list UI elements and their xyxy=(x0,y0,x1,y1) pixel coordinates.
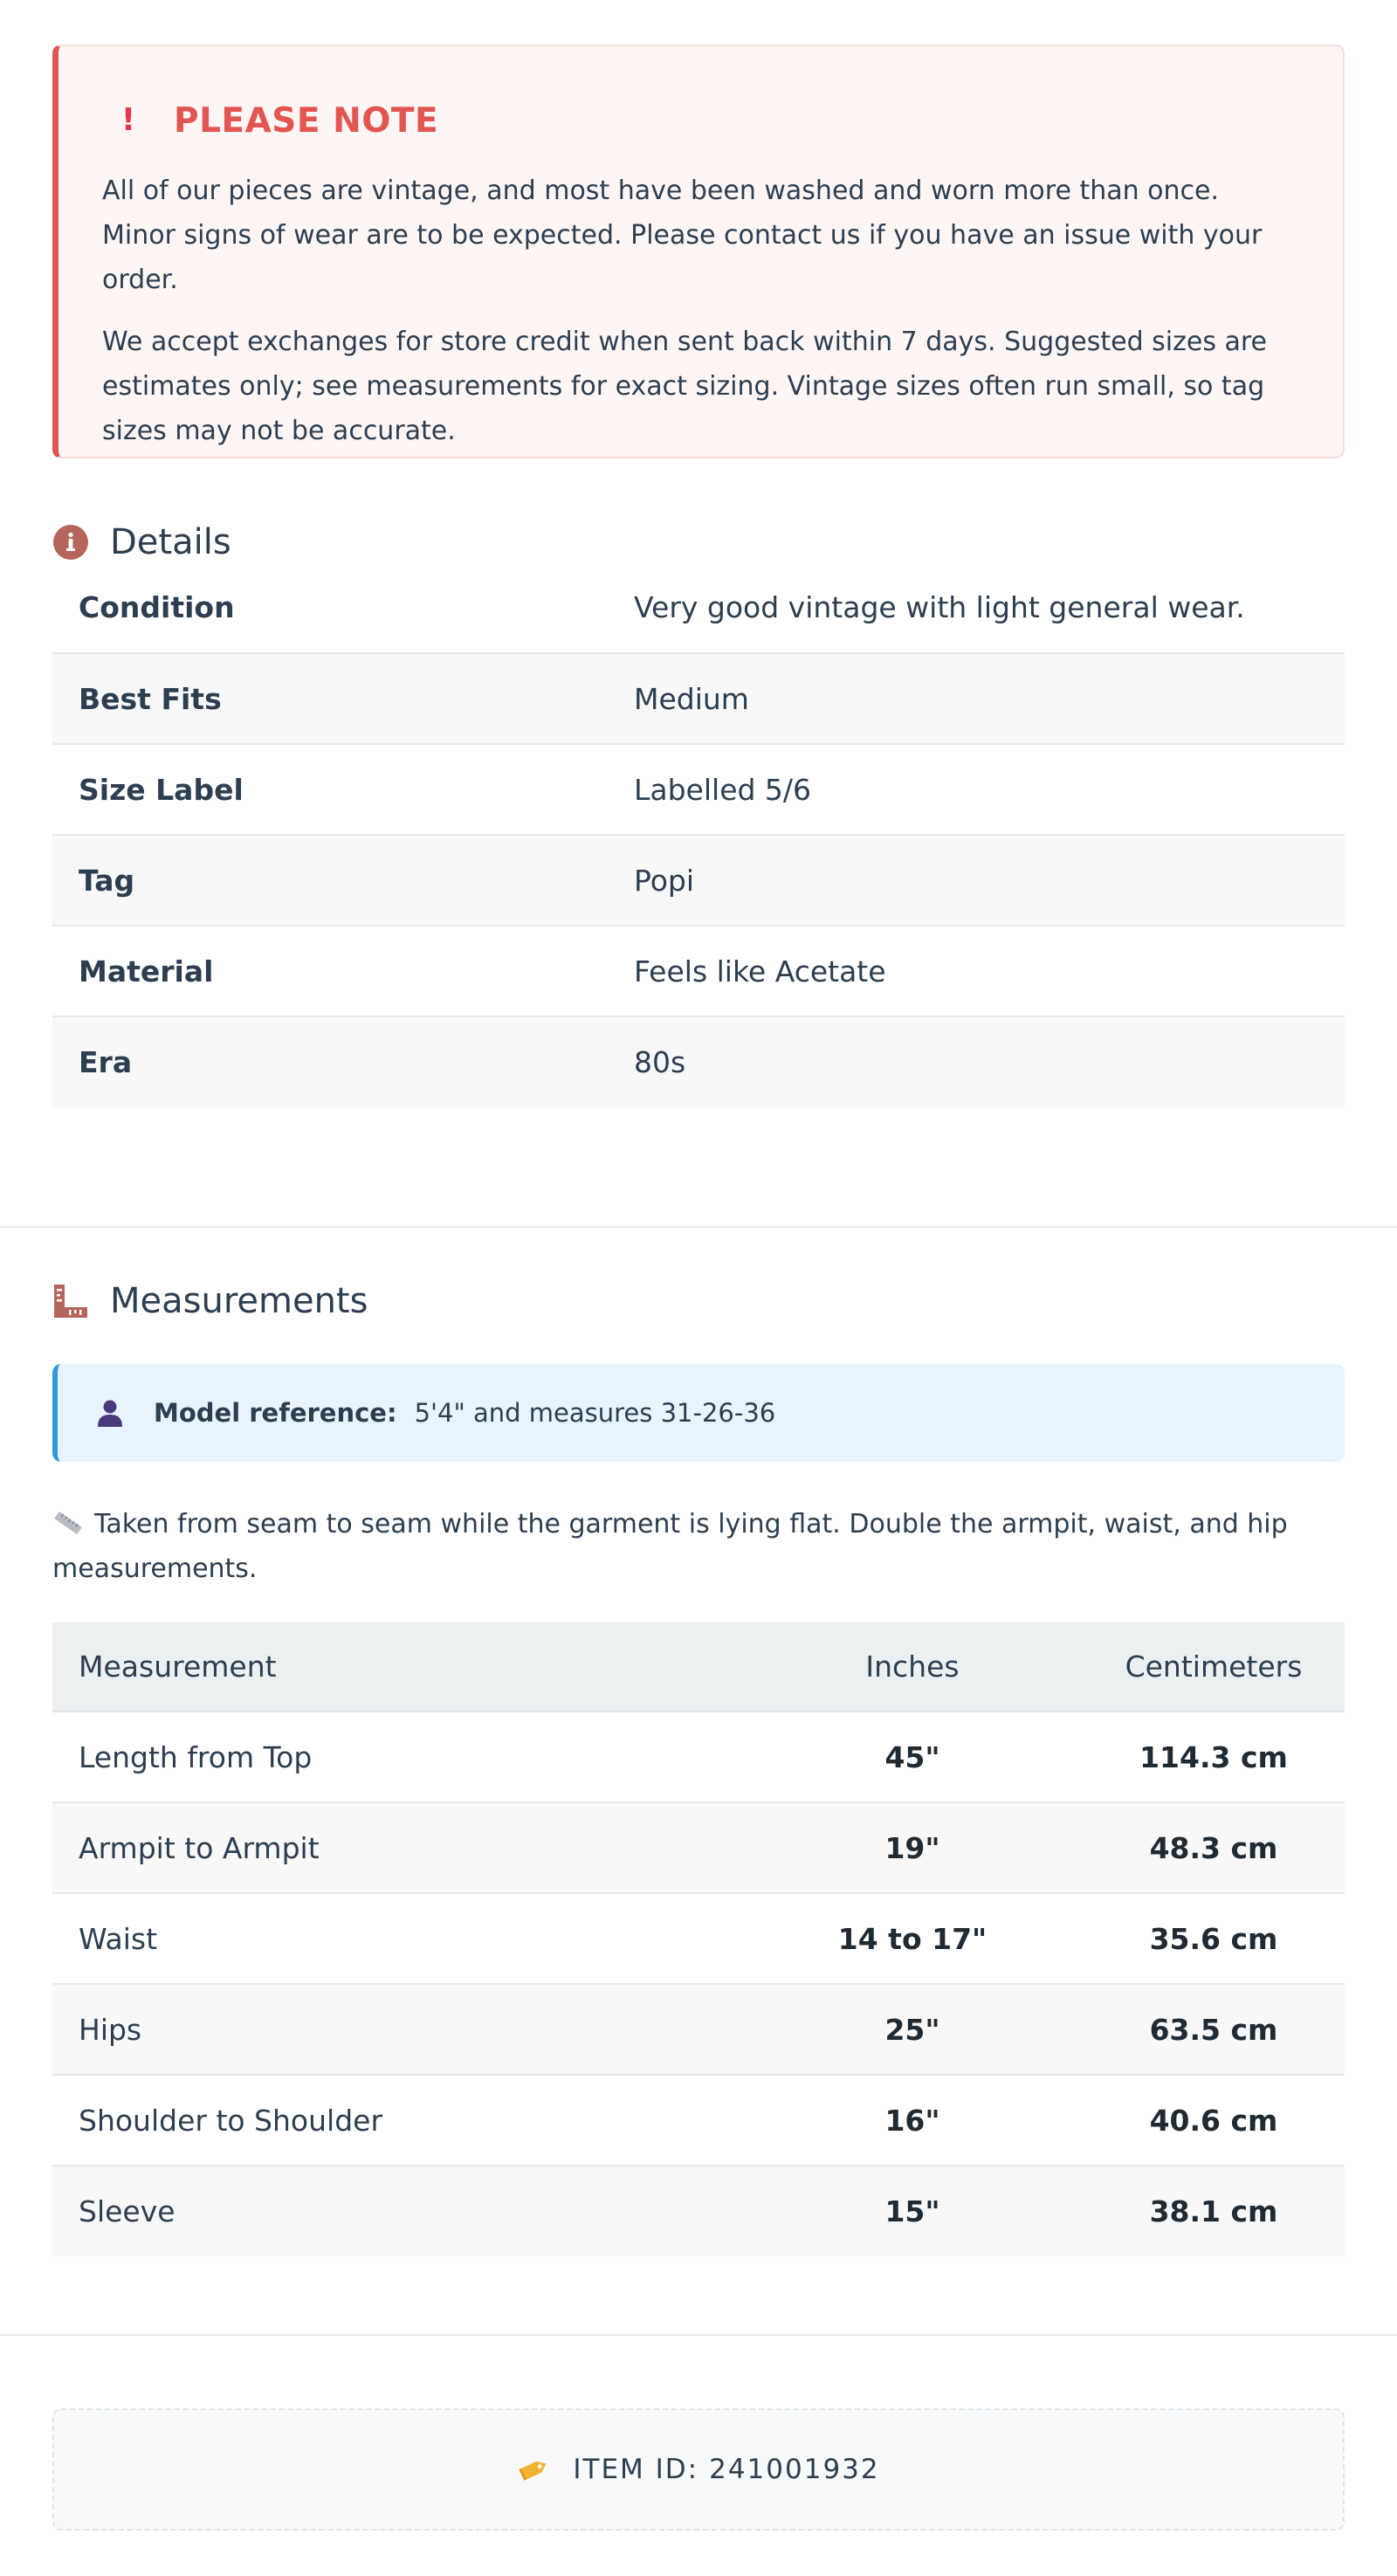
detail-value: 80s xyxy=(634,1045,686,1079)
model-reference-label: Model reference: xyxy=(154,1398,397,1428)
measurement-cm: 114.3 cm xyxy=(1139,1739,1288,1774)
divider xyxy=(0,2334,1397,2336)
item-id-label xyxy=(573,2454,879,2485)
divider xyxy=(0,1226,1397,1228)
table-row xyxy=(52,2166,1345,2256)
measurement-name: Armpit to Armpit xyxy=(79,1830,320,1865)
column-header-centimeters: Centimeters xyxy=(1125,1650,1303,1684)
measurement-inches: 45" xyxy=(884,1739,940,1774)
measurements-table xyxy=(52,1622,1345,2256)
column-header-measurement: Measurement xyxy=(79,1650,277,1684)
measurement-inches: 25" xyxy=(884,2012,940,2047)
notice-paragraph-1: All of our pieces are vintage, and most have been washed and worn more than once. Minor signs of wear are to be expected. Please contact us if you have an issue with your order. xyxy=(102,176,1263,295)
measurement-name: Waist xyxy=(79,1921,158,1956)
measurement-cm: 48.3 cm xyxy=(1149,1830,1278,1865)
table-row xyxy=(52,653,1345,744)
exclamation-icon: ! xyxy=(120,102,136,138)
notice-title: PLEASE NOTE xyxy=(174,100,439,141)
table-row xyxy=(52,1802,1345,1893)
table-row xyxy=(52,1984,1345,2075)
detail-value: Labelled 5/6 xyxy=(634,772,812,807)
measurement-inches: 16" xyxy=(884,2103,940,2138)
detail-label: Material xyxy=(79,954,214,988)
measurement-cm: 35.6 cm xyxy=(1149,1921,1278,1956)
detail-value: Popi xyxy=(634,863,695,898)
notice-header xyxy=(102,99,1299,142)
measurement-name: Hips xyxy=(79,2012,142,2047)
measurements-heading xyxy=(52,1281,368,1321)
table-header-row xyxy=(52,1622,1345,1712)
details-table xyxy=(52,562,1345,1107)
notice-paragraph-2: We accept exchanges for store credit when sent back within 7 days. Suggested sizes are estimates only; see measurements for exact sizing. Vintage sizes often run small, so tag sizes may not be accurate. xyxy=(102,327,1268,446)
detail-label: Tag xyxy=(79,863,135,898)
detail-label: Best Fits xyxy=(79,681,222,716)
measurement-note xyxy=(52,1502,1345,1591)
model-reference-value: 5'4" and measures 31-26-36 xyxy=(414,1398,776,1428)
notice-box xyxy=(52,45,1345,458)
tag-icon xyxy=(517,2452,552,2487)
table-row xyxy=(52,1712,1345,1802)
measurement-name: Shoulder to Shoulder xyxy=(79,2103,383,2138)
table-row xyxy=(52,1893,1345,1984)
measurement-name: Length from Top xyxy=(79,1739,313,1774)
ruler-icon xyxy=(52,1283,89,1319)
measurement-cm: 63.5 cm xyxy=(1149,2012,1278,2047)
table-row xyxy=(52,835,1345,926)
table-row xyxy=(52,1016,1345,1107)
measurement-note-text: Taken from seam to seam while the garment is lying flat. Double the armpit, waist, and hip measurements. xyxy=(52,1509,1288,1584)
straight-ruler-icon xyxy=(52,1505,84,1532)
column-header-inches: Inches xyxy=(865,1650,960,1684)
measurement-inches: 15" xyxy=(884,2194,940,2228)
table-row xyxy=(52,744,1345,835)
item-id-caption: ITEM ID: xyxy=(573,2454,699,2485)
detail-value: Very good vintage with light general wear. xyxy=(634,590,1245,624)
item-id-value: 241001932 xyxy=(709,2454,880,2485)
table-row xyxy=(52,2075,1345,2166)
model-reference-box xyxy=(52,1364,1345,1462)
detail-label: Condition xyxy=(79,590,235,624)
details-title: Details xyxy=(110,522,231,562)
detail-label: Era xyxy=(79,1045,133,1079)
person-icon xyxy=(93,1395,127,1430)
table-row xyxy=(52,926,1345,1016)
table-row xyxy=(52,562,1345,653)
measurement-inches: 14 to 17" xyxy=(837,1921,988,1956)
item-id-box xyxy=(52,2408,1345,2531)
measurement-inches: 19" xyxy=(884,1830,940,1865)
detail-label: Size Label xyxy=(79,772,244,807)
measurement-cm: 40.6 cm xyxy=(1149,2103,1278,2138)
measurements-title: Measurements xyxy=(110,1281,368,1321)
detail-value: Medium xyxy=(634,681,749,716)
info-circle-icon xyxy=(52,524,89,561)
details-heading xyxy=(52,522,231,562)
detail-value: Feels like Acetate xyxy=(634,954,886,988)
measurement-name: Sleeve xyxy=(79,2194,175,2228)
measurement-cm: 38.1 cm xyxy=(1149,2194,1278,2228)
